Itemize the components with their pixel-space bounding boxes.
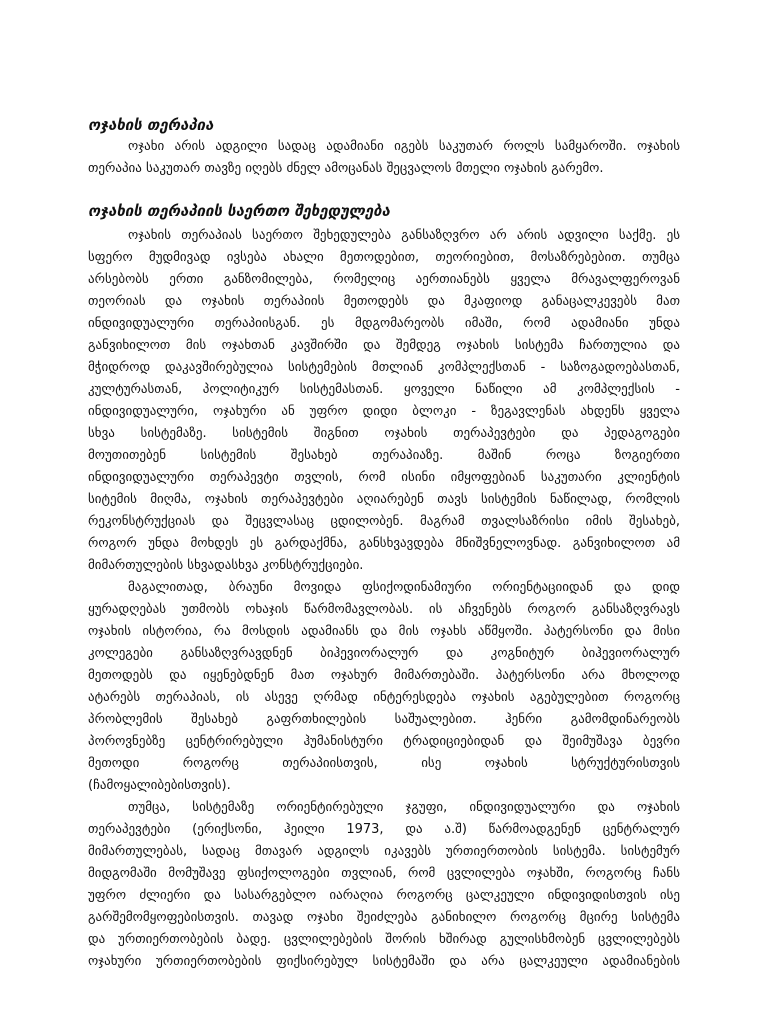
text-line: პოროვნებზე ცენტრირებული ჰუმანისტური ტრადიციებიდან და შეიმუშავა ბევრი [88,734,680,749]
text-line: ოჯახური ურთიერთობების ფიქსირებულ სისტემაში და არა ცალკეული ადამიანების [88,954,680,969]
paragraph [88,797,680,973]
text-line: და ურთიერთობების ბადე. ცვლილებების შორის ხშირად გულისხმობენ ცვლილებებს [88,932,680,947]
text-line: კოლეგები განსაზღვრავდნენ ბიჰევიორალურ და კოგნიტურ ბიჰევიორალურ [88,646,680,661]
text-line: არსებობს ერთი განზომილება, რომელიც აერთიანებს ყველა მრავალფეროვან [88,272,680,287]
text-line: პრობლემის შესახებ გაფრთხილების საშუალებით. ჰენრი გამომდინარეობს [88,712,680,727]
document-page [88,114,680,973]
text-line: მოუთითებენ სისტემის შესახებ თერაპიაზე. მაშინ როცა ზოგიერთი [88,448,680,463]
text-line: ინდივიდუალური თერაპიისგან. ეს მდგომარეობს იმაში, რომ ადამიანი უნდა [88,316,680,331]
text-line: განვიხილოთ მის ოჯახთან კავშირში და შემდეგ ოჯახის სისტემა ჩართულია და [88,338,680,353]
text-line: თერაპევტები (ერიქსონი, ჰეილი 1973, და ა.შ) წარმოადგენენ ცენტრალურ [88,822,680,837]
text-line: მეთოდი როგორც თერაპიისთვის, ისე ოჯახის სტრუქტურისთვის [88,756,680,771]
section-heading: ოჯახის თერაპია [88,116,214,134]
text-line: მაგალითად, ბრაუნი მოვიდა ფსიქოდინამიური ორიენტაციიდან და დიდ [128,580,680,595]
text-line: მჭიდროდ დაკავშირებულია სისტემების მთლიან კომპლექსთან - საზოგადოებასთან, [88,360,680,375]
text-line: მიდგომაში მომუშავე ფსიქოლოგები თვლიან, რომ ცვლილება ოჯახში, როგორც ჩანს [88,866,680,881]
text-line: სიტემის მიღმა, ოჯახის თერაპევტები აღიარებენ თავს სისტემის ნაწილად, რომლის [88,492,680,507]
text-line: უფრო ძლიერი და სასარგებლო იარაღია როგორც ცალკეული ინდივიდისთვის ისე [88,888,680,903]
text-line: როგორ უნდა მოხდეს ეს გარდაქმნა, განსხვავდება მნიშვნელოვნად. განვიხილოთ ამ [88,536,680,551]
text-line: მიმართულებას, სადაც მთავარ ადგილს იკავებს ურთიერთობის სისტემა. სისტემურ [88,844,680,859]
text-line: ოჯახის თერაპიას საერთო შეხედულება განსაზღვრო არ არის ადვილი საქმე. ეს [128,228,680,243]
text-line: სფერო მუდმივად ივსება ახალი მეთოდებით, თეორიებით, მოსაზრებებით. თუმცა [88,250,680,265]
text-line: ინდივიდუალური, ოჯახური ან უფრო დიდი ბლოკი - ზეგავლენას ახდენს ყველა [88,404,680,419]
text-line: (ჩამოყალიბებისთვის). [88,778,231,793]
text-line: რეკონსტრუქციას და შეცვლასაც ცდილობენ. მაგრამ თვალსაზრისი იმის შესახებ, [88,514,680,529]
paragraph [88,136,680,180]
paragraph [88,577,680,797]
text-line: კულტურასთან, პოლიტიკურ სისტემასთან. ყოველი ნაწილი ამ კომპლექსის - [88,382,680,397]
text-line: ოჯახი არის ადგილი სადაც ადამიანი იგებს საკუთარ როლს სამყაროში. ოჯახის [128,139,680,154]
text-line: თერაპია საკუთარ თავზე იღებს ძნელ ამოცანას შეცვალოს მთელი ოჯახის გარემო. [88,161,604,176]
text-line: გარშემომყოფებისთვის. თავად ოჯახი შეიძლება განიხილო როგორც მცირე სისტემა [88,910,680,925]
text-line: სხვა სისტემაზე. სისტემის შიგნით ოჯახის თერაპევტები და პედაგოგები [88,426,680,441]
text-line: ატარებს თერაპიას, ის ასევე ღრმად ინტერესდება ოჯახის აგებულებით როგორც [88,690,680,705]
text-line: მეთოდებს და იყენებდნენ მათ ოჯახურ მიმართებაში. პატერსონი არა მხოლოდ [88,668,680,683]
text-line: ოჯახის ისტორია, რა მოსდის ადამიანს და მის ოჯახს აწმყოში. პატერსონი და მისი [88,624,680,639]
section-heading: ოჯახის თერაპიის საერთო შეხედულება [88,202,390,220]
text-line: მიმართულების სხვადასხვა კონსტრუქციები. [88,558,364,573]
text-line: ინდივიდუალური თერაპევტი თვლის, რომ ისინი იმყოფებიან საკუთარი კლიენტის [88,470,680,485]
text-line: ყურადღებას უთმობს ოხაჯის წარმომავლობას. ის აჩვენებს როგორ განსაზღვრავს [88,602,680,617]
text-line: თეორიას და ოჯახის თერაპიის მეთოდებს და მკაფიოდ განაცალკევებს მათ [88,294,680,309]
text-line: თუმცა, სისტემაზე ორიენტირებული ჯგუფი, ინდივიდუალური და ოჯახის [128,800,680,815]
paragraph [88,225,680,577]
